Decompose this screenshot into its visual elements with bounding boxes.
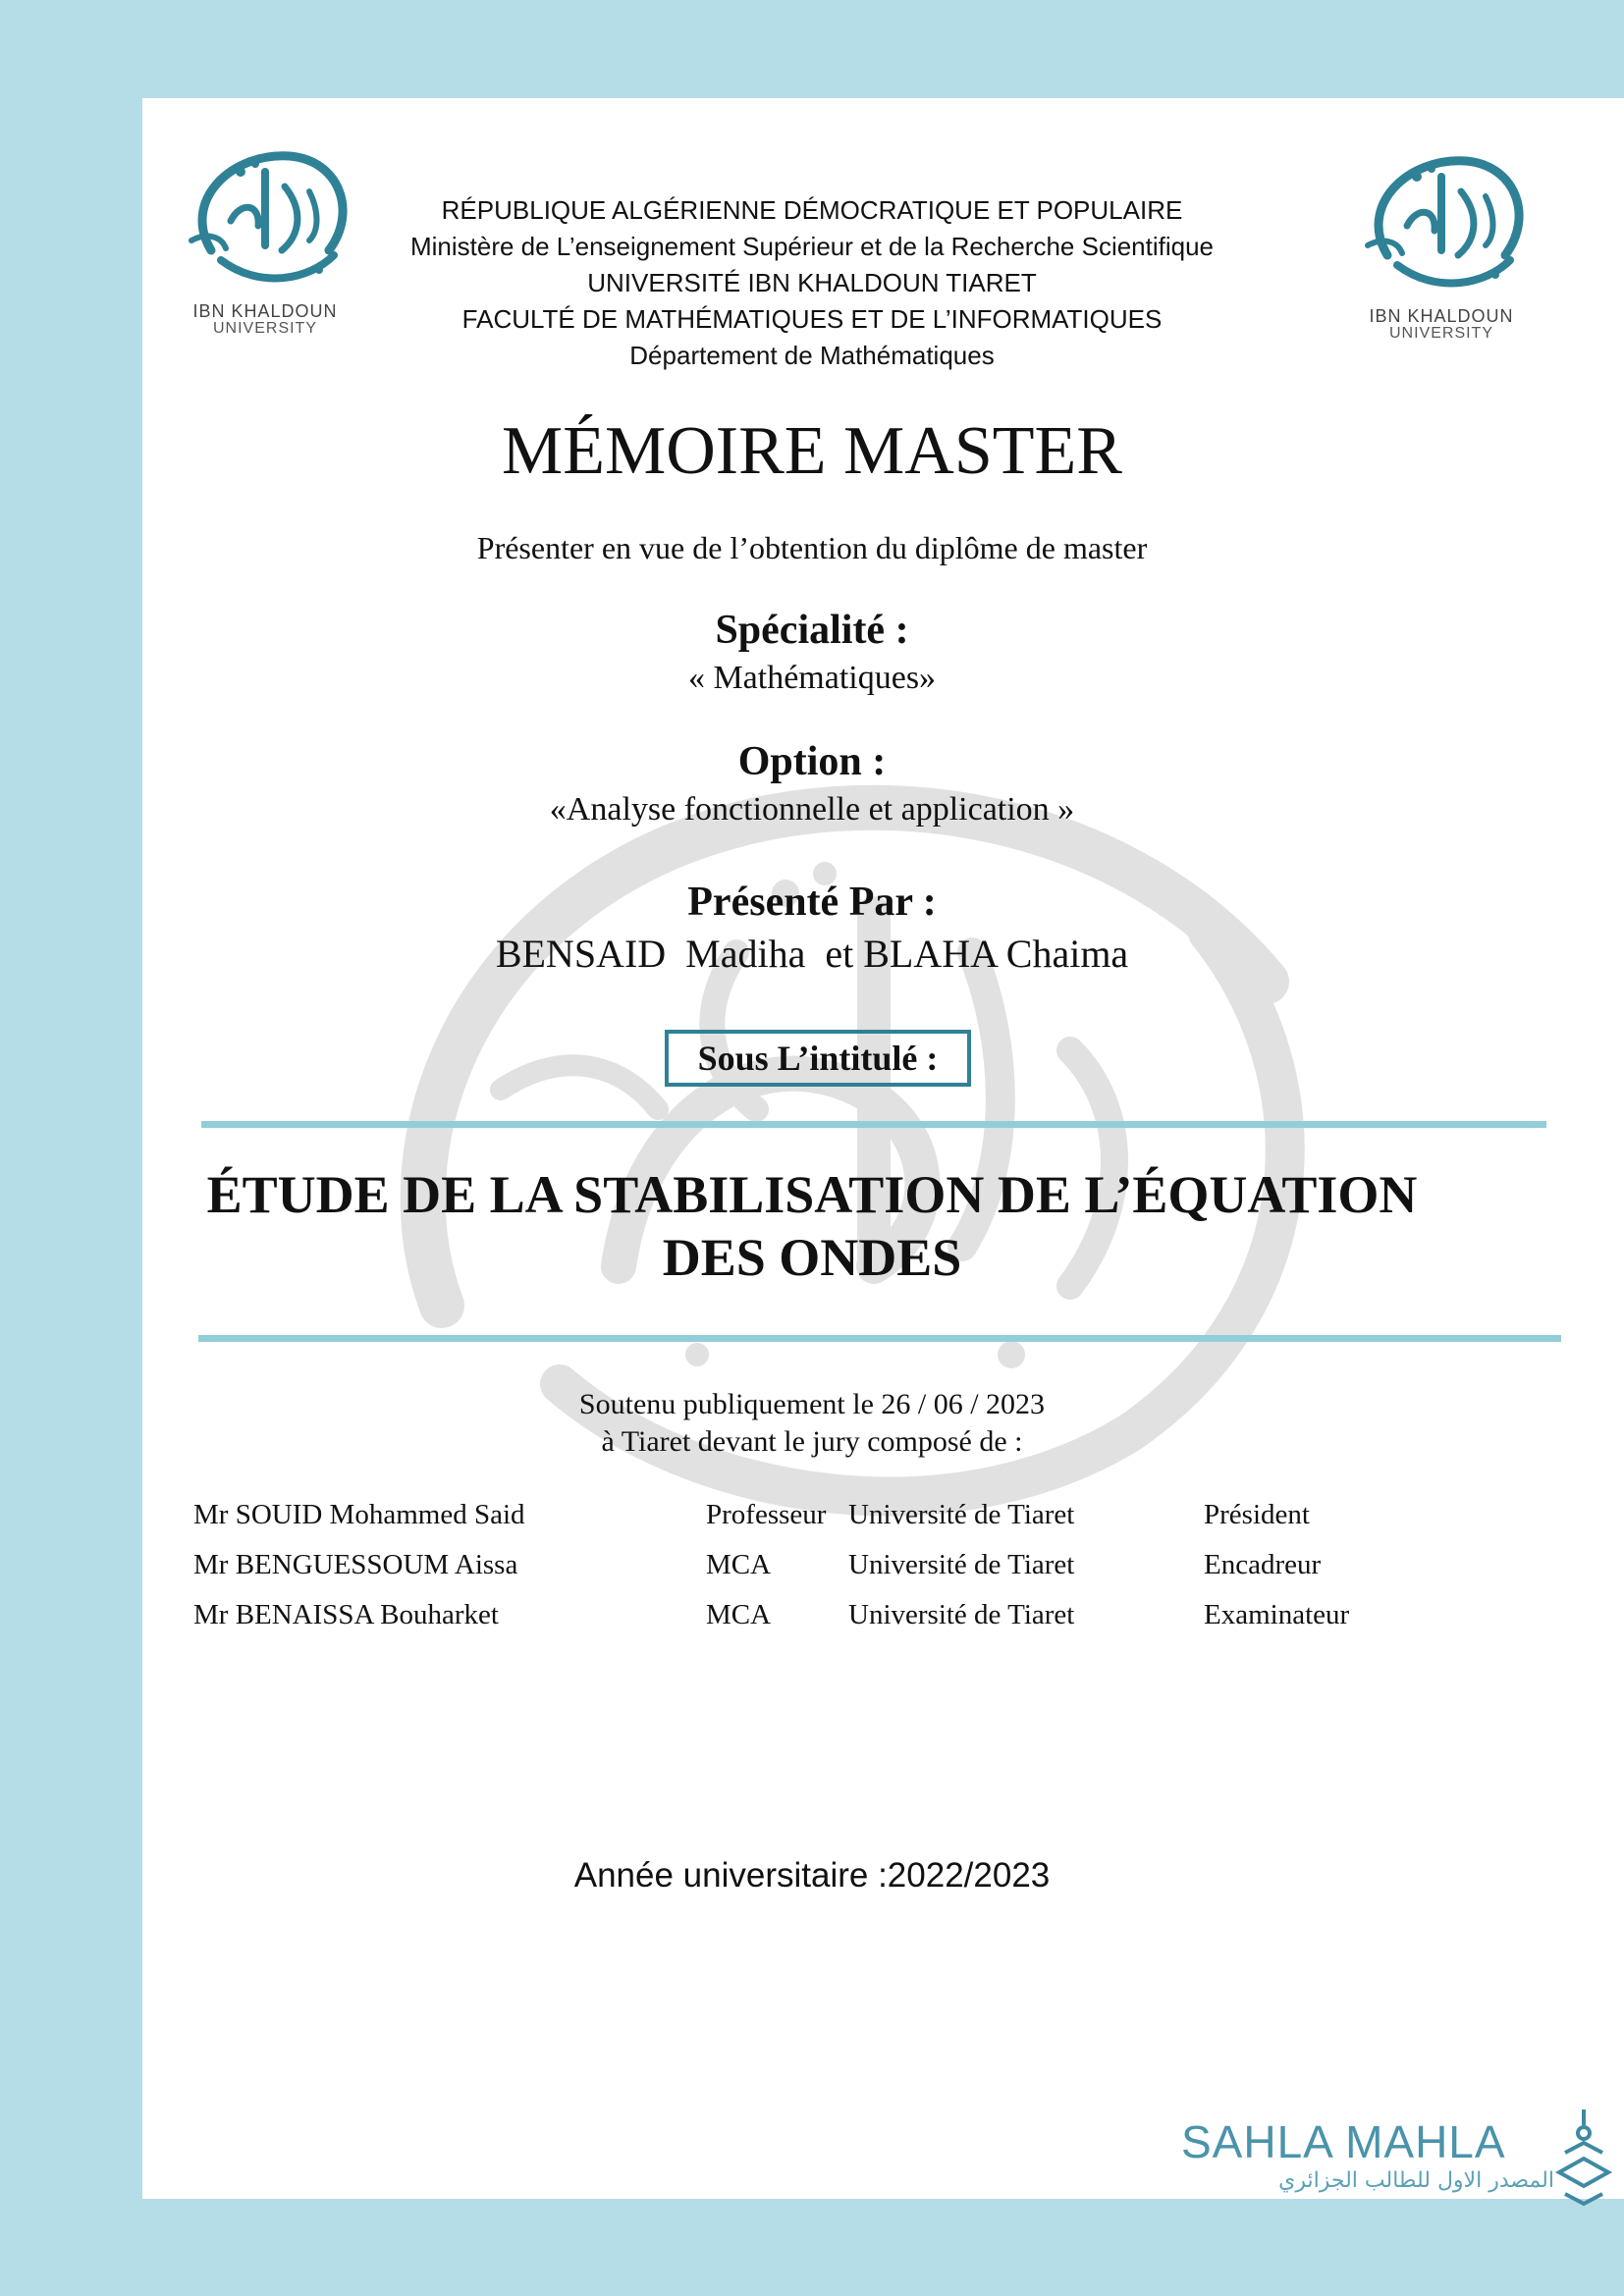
option-label: Option : <box>737 739 887 784</box>
jury-grade: MCA <box>706 1599 772 1630</box>
brand-name: SAHLA MAHLA <box>1181 2116 1506 2167</box>
presented-by-value: BENSAID Madiha et BLAHA Chaima <box>495 932 1129 976</box>
document-title: MÉMOIRE MASTER <box>502 413 1122 489</box>
jury-role: Président <box>1204 1499 1310 1530</box>
thesis-title-line1: ÉTUDE DE LA STABILISATION DE L’ÉQUATION <box>206 1165 1418 1224</box>
academic-year: Année universitaire :2022/2023 <box>573 1856 1051 1895</box>
defense-date: Soutenu publiquement le 26 / 06 / 2023 <box>578 1388 1046 1420</box>
header-faculty: FACULTÉ DE MATHÉMATIQUES ET DE L’INFORMATIQUES <box>461 304 1163 334</box>
sous-intitule-box: Sous L’intitulé : <box>665 1030 971 1087</box>
logo-text-line1: IBN KHALDOUN <box>192 301 338 321</box>
speciality-value: « Mathématiques» <box>687 660 937 696</box>
speciality-label: Spécialité : <box>715 608 909 653</box>
university-logo-left <box>167 142 363 338</box>
defense-info <box>142 1386 1482 1461</box>
calligraphy-logo-icon <box>172 142 358 299</box>
title-divider-bottom <box>198 1335 1561 1342</box>
jury-grade: Professeur <box>706 1499 827 1530</box>
defense-jury-intro: à Tiaret devant le jury composé de : <box>601 1425 1023 1458</box>
left-border-band <box>0 0 142 2296</box>
presented-by-label: Présenté Par : <box>687 880 937 925</box>
logo-text-line2: UNIVERSITY <box>1388 325 1493 342</box>
jury-name: Mr BENGUESSOUM Aissa <box>193 1549 518 1580</box>
header-ministry: Ministère de L’enseignement Supérieur et de la Recherche Scientifique <box>409 232 1215 261</box>
thesis-title <box>142 1163 1482 1289</box>
brand-logo-icon <box>1551 2104 1616 2212</box>
bottom-border-band <box>142 2199 1624 2296</box>
jury-university: Université de Tiaret <box>848 1599 1075 1630</box>
jury-role: Examinateur <box>1204 1599 1350 1630</box>
jury-grade: MCA <box>706 1549 772 1580</box>
jury-role: Encadreur <box>1204 1549 1322 1580</box>
header-department: Département de Mathématiques <box>629 341 995 370</box>
thesis-title-line2: DES ONDES <box>662 1228 962 1287</box>
top-border-band <box>142 0 1624 98</box>
jury-university: Université de Tiaret <box>848 1499 1075 1530</box>
brand-tagline: المصدر الاول للطالب الجزائري <box>1278 2168 1554 2193</box>
header-university: UNIVERSITÉ IBN KHALDOUN TIARET <box>587 268 1037 297</box>
document-subtitle: Présenter en vue de l’obtention du diplôme de master <box>476 530 1148 565</box>
jury-name: Mr BENAISSA Bouharket <box>193 1599 499 1630</box>
logo-text-line2: UNIVERSITY <box>212 320 317 337</box>
option-value: «Analyse fonctionnelle et application » <box>549 791 1075 828</box>
calligraphy-logo-icon <box>1348 147 1535 304</box>
logo-text-line1: IBN KHALDOUN <box>1369 306 1514 326</box>
jury-university: Université de Tiaret <box>848 1549 1075 1580</box>
university-logo-right <box>1343 147 1540 343</box>
title-divider-top <box>201 1121 1546 1128</box>
header-republic: RÉPUBLIQUE ALGÉRIENNE DÉMOCRATIQUE ET POPULAIRE <box>441 195 1183 225</box>
jury-name: Mr SOUID Mohammed Said <box>193 1499 525 1530</box>
institution-header <box>363 192 1261 374</box>
